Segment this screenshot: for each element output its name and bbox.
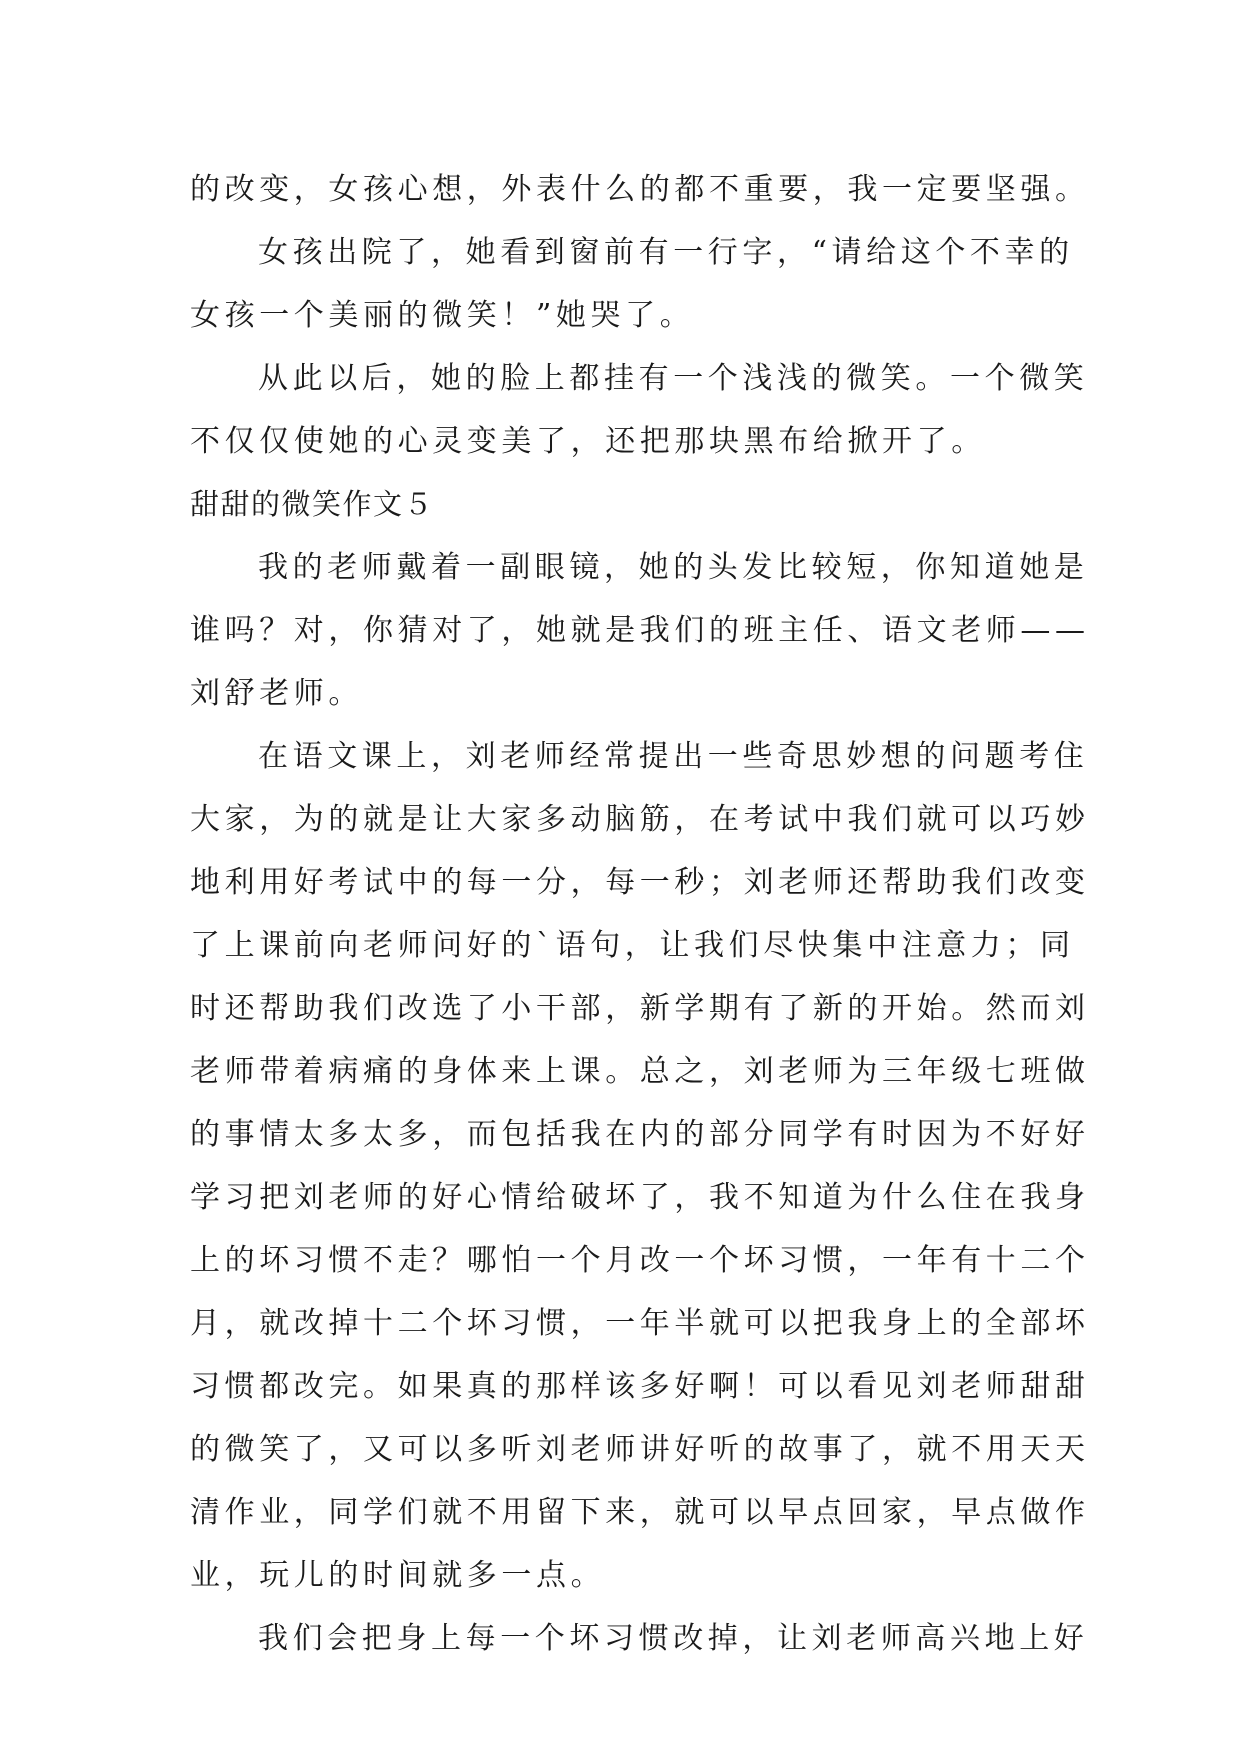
text-line: 业，玩儿的时间就多一点。 bbox=[190, 1558, 606, 1593]
text-line: 不仅仅使她的心灵变美了，还把那块黑布给掀开了。 bbox=[190, 424, 986, 459]
text-line: 的改变，女孩心想，外表什么的都不重要，我一定要坚强。 bbox=[190, 172, 1090, 207]
text-line: 的事情太多太多，而包括我在内的部分同学有时因为不好好 bbox=[190, 1117, 1090, 1152]
text-line: 习惯都改完。如果真的那样该多好啊！可以看见刘老师甜甜 bbox=[190, 1369, 1090, 1404]
text-line: 老师带着病痛的身体来上课。总之，刘老师为三年级七班做 bbox=[190, 1054, 1090, 1089]
text-line: 时还帮助我们改选了小干部，新学期有了新的开始。然而刘 bbox=[190, 991, 1090, 1026]
section-heading: 甜甜的微笑作文５ bbox=[190, 487, 435, 521]
paragraph-first-line: 从此以后，她的脸上都挂有一个浅浅的微笑。一个微笑 bbox=[258, 361, 1089, 396]
paragraph-first-line: 女孩出院了，她看到窗前有一行字，“请给这个不幸的 bbox=[258, 235, 1074, 270]
text-line: 了上课前向老师问好的`语句，让我们尽快集中注意力；同 bbox=[190, 928, 1075, 963]
text-line: 清作业，同学们就不用留下来，就可以早点回家，早点做作 bbox=[190, 1495, 1090, 1530]
text-line: 学习把刘老师的好心情给破坏了，我不知道为什么住在我身 bbox=[190, 1180, 1090, 1215]
text-line: 大家，为的就是让大家多动脑筋，在考试中我们就可以巧妙 bbox=[190, 802, 1090, 837]
paragraph-first-line: 在语文课上，刘老师经常提出一些奇思妙想的问题考住 bbox=[258, 739, 1089, 774]
text-line: 刘舒老师。 bbox=[190, 676, 363, 711]
paragraph-first-line: 我们会把身上每一个坏习惯改掉，让刘老师高兴地上好 bbox=[258, 1621, 1089, 1656]
text-line: 月，就改掉十二个坏习惯，一年半就可以把我身上的全部坏 bbox=[190, 1306, 1090, 1341]
text-line: 谁吗？对，你猜对了，她就是我们的班主任、语文老师—— bbox=[190, 613, 1090, 648]
text-line: 上的坏习惯不走？哪怕一个月改一个坏习惯，一年有十二个 bbox=[190, 1243, 1090, 1278]
text-line: 地利用好考试中的每一分，每一秒；刘老师还帮助我们改变 bbox=[190, 865, 1090, 900]
text-line: 的微笑了，又可以多听刘老师讲好听的故事了，就不用天天 bbox=[190, 1432, 1090, 1467]
text-line: 女孩一个美丽的微笑！”她哭了。 bbox=[190, 298, 695, 333]
paragraph-first-line: 我的老师戴着一副眼镜，她的头发比较短，你知道她是 bbox=[258, 550, 1089, 585]
document-body bbox=[190, 158, 1090, 1670]
